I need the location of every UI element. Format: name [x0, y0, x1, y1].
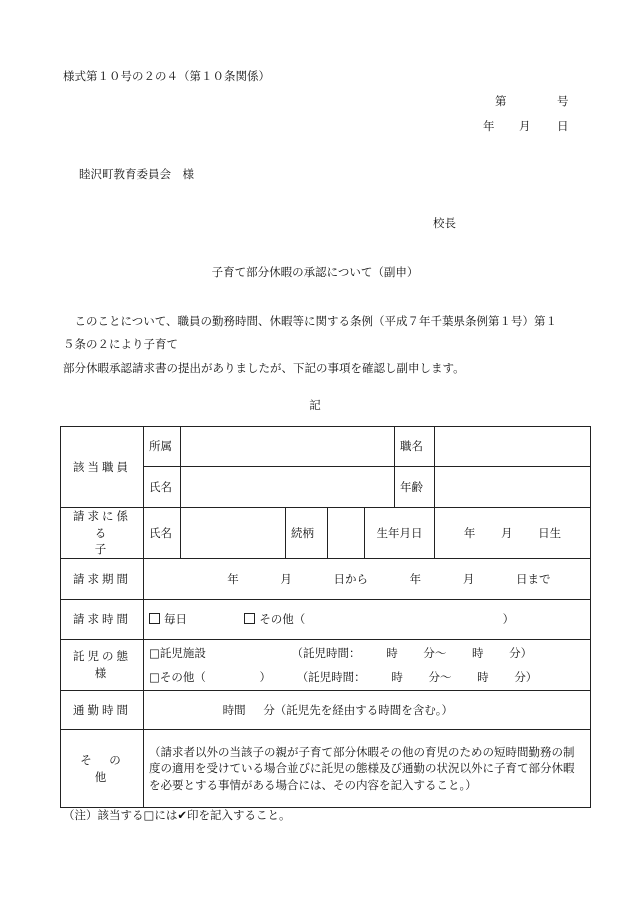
age-field[interactable]	[435, 467, 591, 508]
row-commute	[61, 691, 591, 730]
principal-label: 校長	[433, 216, 456, 230]
staff-header: 該当職員	[61, 427, 144, 508]
name-field[interactable]	[181, 467, 395, 508]
name-label: 氏名	[144, 467, 181, 508]
date-day-label: 日	[557, 119, 569, 133]
row-care	[61, 640, 591, 691]
position-field[interactable]	[435, 427, 591, 467]
period-to-month: 月	[462, 571, 475, 586]
row-affiliation	[61, 427, 591, 467]
care-other-close: ）	[259, 670, 272, 685]
relation-field[interactable]	[328, 508, 365, 559]
form-number: 様式第１０号の２の４（第１０条関係）	[63, 69, 270, 83]
date-month-label: 月	[519, 119, 531, 133]
period-from-year: 年	[227, 571, 239, 586]
birth-month-label: 月	[501, 525, 513, 540]
other-text: （請求者以外の当該子の親が子育て部分休暇その他の育児のための短時間勤務の制度の適用を受けている場合並びに託児の態様及び通勤の状況以外に子育て部分休暇を必要とする事情がある場合には、その内容を記入すること。）	[144, 730, 591, 808]
birth-year-label: 年	[463, 525, 476, 540]
commute-header: 通勤時間	[61, 691, 144, 730]
birth-day-label: 日生	[538, 525, 562, 540]
period-to-year: 年	[409, 571, 422, 586]
addressee: 睦沢町教育委員会 様	[79, 167, 194, 181]
other-close: ）	[502, 612, 515, 627]
care-other-option[interactable]: □その他（	[149, 670, 206, 685]
care-minute-2b: 分）	[514, 670, 538, 685]
other-label: その他（	[259, 612, 306, 627]
care-time-label-2: （託児時間：	[296, 670, 366, 685]
period-from-day: 日から	[333, 571, 368, 586]
care-minute-2: 分～	[428, 670, 452, 685]
other-checkbox[interactable]	[244, 613, 255, 624]
care-facility-option[interactable]: □託児施設	[149, 646, 206, 661]
care-hour-1b: 時	[472, 646, 484, 661]
body-line-2: ５条の２により子育て	[63, 337, 178, 351]
care-header: 託児の態様	[61, 640, 144, 691]
care-field	[144, 640, 591, 691]
child-header-line-1: 請求に係る	[73, 509, 131, 540]
care-line-1	[149, 641, 585, 665]
footnote: （注）該当する□には✔印を記入すること。	[63, 808, 291, 822]
row-period	[61, 559, 591, 600]
period-field[interactable]	[144, 559, 591, 600]
body-line-1: このことについて、職員の勤務時間、休暇等に関する条例（平成７年千葉県条例第１号）第１	[74, 314, 558, 328]
date-year-label: 年	[483, 119, 495, 133]
position-label: 職名	[395, 427, 435, 467]
row-time	[61, 600, 591, 640]
commute-field[interactable]	[144, 691, 591, 730]
care-time-label-1: （託児時間：	[291, 646, 361, 661]
period-to-day: 日まで	[515, 571, 551, 586]
period-from-month: 月	[280, 571, 292, 586]
row-other	[61, 730, 591, 808]
child-header-line-2: 子	[94, 542, 110, 557]
relation-label: 続柄	[286, 508, 328, 559]
child-header	[61, 508, 144, 559]
body-line-3: 部分休暇承認請求書の提出がありましたが、下記の事項を確認し副申します。	[63, 361, 465, 375]
age-label: 年齢	[395, 467, 435, 508]
care-hour-2: 時	[391, 670, 403, 685]
time-header: 請求時間	[61, 600, 144, 640]
birthdate-label: 生年月日	[365, 508, 435, 559]
care-hour-1: 時	[386, 646, 398, 661]
time-field	[144, 600, 591, 640]
row-child	[61, 508, 591, 559]
care-minute-1: 分～	[423, 646, 447, 661]
period-header: 請求期間	[61, 559, 144, 600]
document-number-suffix: 号	[557, 94, 569, 108]
child-name-label: 氏名	[144, 508, 181, 559]
daily-checkbox[interactable]	[149, 613, 160, 624]
document-title: 子育て部分休暇の承認について（副申）	[211, 265, 419, 279]
commute-minute-text: 分（託児先を経由する時間を含む。）	[263, 702, 454, 717]
application-table	[60, 426, 591, 808]
commute-hour-label: 時間	[222, 702, 246, 717]
birthdate-field[interactable]	[435, 508, 591, 559]
child-name-field[interactable]	[181, 508, 286, 559]
care-line-2	[149, 665, 585, 689]
document-number-label: 第	[495, 94, 507, 108]
care-minute-1b: 分）	[509, 646, 533, 661]
care-hour-2b: 時	[477, 670, 489, 685]
ki-heading: 記	[309, 398, 321, 412]
other-header: そ の 他	[61, 730, 144, 808]
daily-label: 毎日	[164, 612, 187, 627]
affiliation-field[interactable]	[181, 427, 395, 467]
affiliation-label: 所属	[144, 427, 181, 467]
